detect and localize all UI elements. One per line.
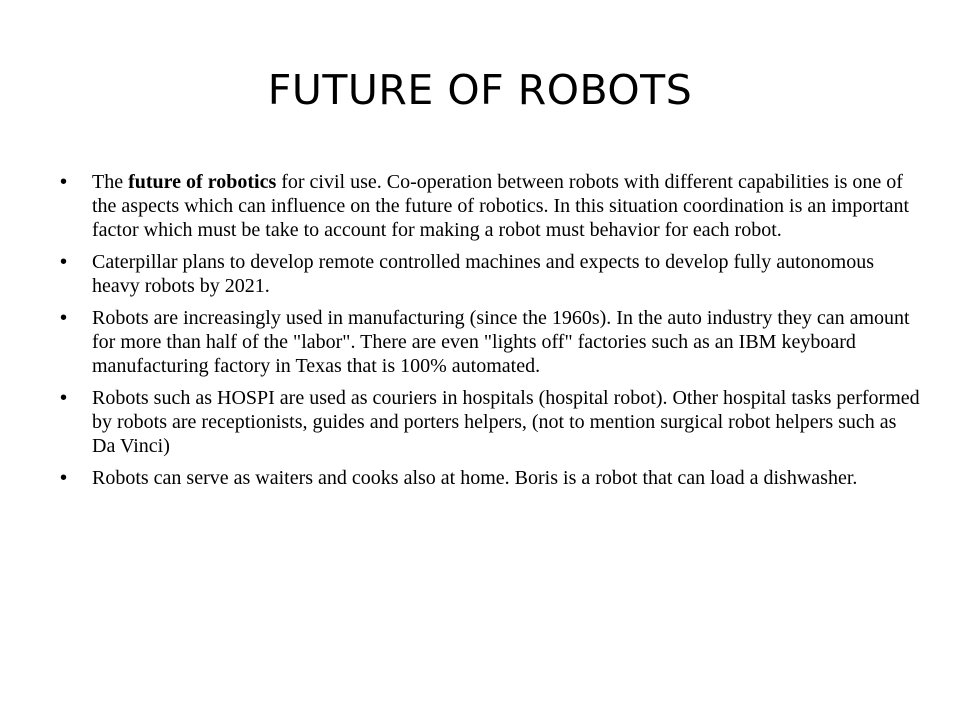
bullet-text: Robots can serve as waiters and cooks also at home. Boris is a robot that can load a dishwasher. — [92, 467, 858, 489]
bullet-icon: • — [60, 251, 68, 273]
bullet-list — [58, 170, 920, 498]
bullet-item — [58, 386, 920, 458]
bullet-text: Robots are increasingly used in manufacturing (since the 1960s). In the auto industry they can amount for more than half of the "labor". There are even "lights off" factories such as an IBM keyboard manufacturing factory in Texas that is 100% automated. — [92, 307, 910, 377]
bullet-text: Robots such as HOSPI are used as couriers in hospitals (hospital robot). Other hospital tasks performed by robots are receptionists, guides and porters helpers, (not to mention surgical robot helpers such as Da Vinci) — [92, 387, 920, 457]
bullet-icon: • — [60, 387, 68, 409]
bullet-icon: • — [60, 307, 68, 329]
bullet-text-start: The — [92, 171, 129, 193]
slide-title: FUTURE OF ROBOTS — [267, 66, 693, 114]
bullet-text: Caterpillar plans to develop remote controlled machines and expects to develop fully autonomous heavy robots by 2021. — [92, 251, 875, 297]
bullet-item — [58, 466, 920, 490]
bullet-text — [92, 171, 909, 241]
bullet-item — [58, 306, 920, 378]
bullet-text-end: for civil use. Co-operation between robots with different capabilities is one of the aspects which can influence on the future of robotics. In this situation coordination is an important factor which must be take to account for making a robot must behavior for each robot. — [92, 171, 910, 241]
bullet-text-emphasis: future of robotics — [128, 171, 277, 193]
bullet-icon: • — [60, 171, 68, 193]
bullet-item — [58, 170, 920, 242]
bullet-item — [58, 250, 920, 298]
bullet-icon: • — [60, 467, 68, 489]
